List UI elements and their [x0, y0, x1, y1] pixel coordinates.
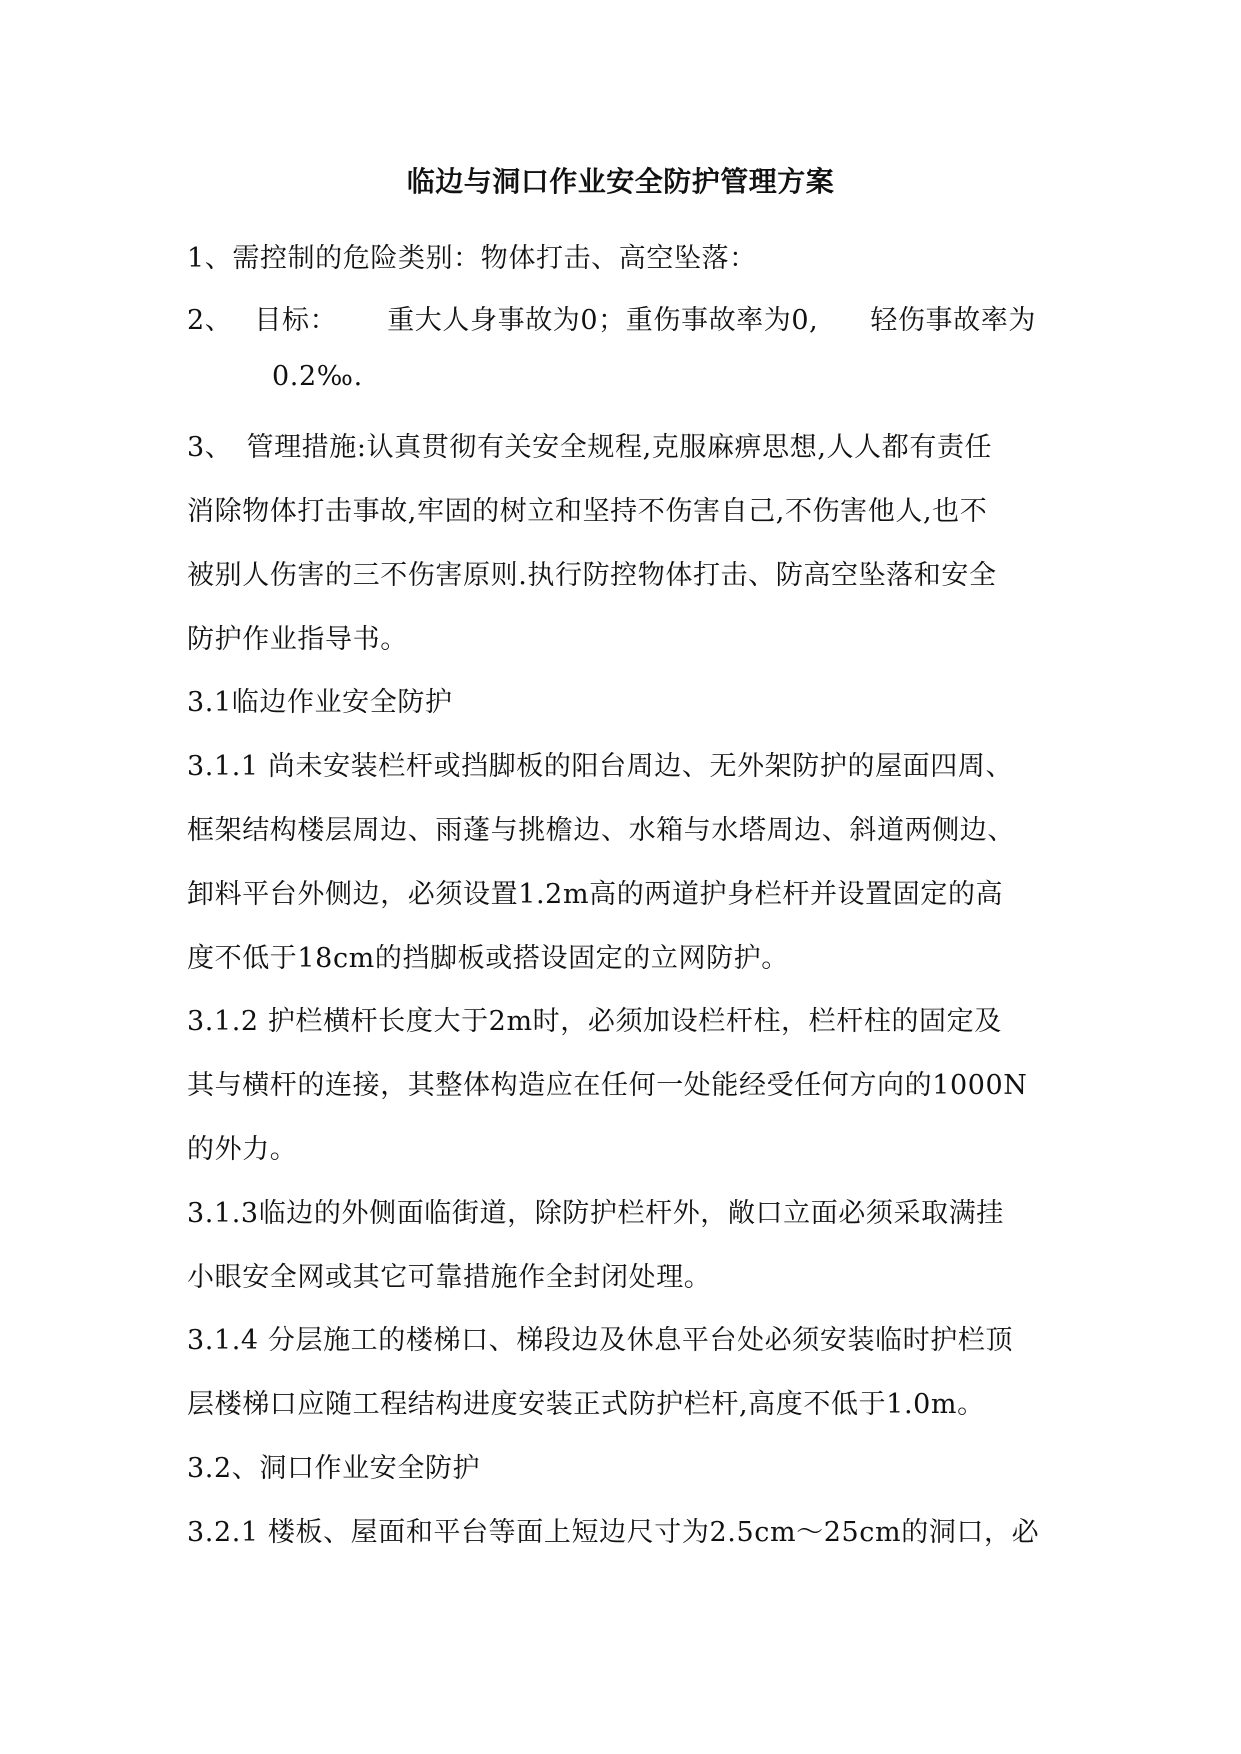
section-3-2-heading: 3.2、洞口作业安全防护	[187, 1453, 481, 1484]
item-3-1-2-line-2: 其与横杆的连接，其整体构造应在任何一处能经受任何方向的1000N	[187, 1070, 1028, 1101]
item-3-1-1-line-3: 卸料平台外侧边，必须设置1.2m高的两道护身栏杆并设置固定的高	[187, 879, 1004, 910]
item-3-line-3: 被别人伤害的三不伤害原则.执行防控物体打击、防高空坠落和安全	[187, 560, 997, 591]
item-3-1-1-line-4: 度不低于18cm的挡脚板或搭设固定的立网防护。	[187, 943, 789, 974]
section-3-1-heading: 3.1临边作业安全防护	[187, 687, 453, 718]
item-3-line-2: 消除物体打击事故,牢固的树立和坚持不伤害自己,不伤害他人,也不	[187, 496, 988, 527]
item-3-1-4-line-1: 3.1.4 分层施工的楼梯口、梯段边及休息平台处必须安装临时护栏顶	[187, 1325, 1014, 1356]
item-3-1-3-line-2: 小眼安全网或其它可靠措施作全封闭处理。	[187, 1262, 712, 1293]
item-2-continuation: 0.2‰.	[272, 361, 363, 392]
item-2-part2: 轻伤事故率为	[870, 305, 1036, 336]
item-3-1-1-line-2: 框架结构楼层周边、雨蓬与挑檐边、水箱与水塔周边、斜道两侧边、	[187, 815, 1015, 846]
item-3-1-2-line-1: 3.1.2 护栏横杆长度大于2m时，必须加设栏杆柱，栏杆柱的固定及	[187, 1006, 1002, 1037]
item-3-1-2-line-3: 的外力。	[187, 1134, 298, 1165]
item-3-line-4: 防护作业指导书。	[187, 624, 408, 655]
item-3-line-1: 3、 管理措施:认真贯彻有关安全规程,克服麻痹思想,人人都有责任	[187, 432, 993, 463]
item-3-1-1-line-1: 3.1.1 尚未安装栏杆或挡脚板的阳台周边、无外架防护的屋面四周、	[187, 751, 1014, 782]
item-2-line	[187, 298, 1036, 337]
item-2-number: 2、	[187, 305, 233, 336]
item-1: 1、需控制的危险类别：物体打击、高空坠落：	[187, 243, 757, 274]
item-3-1-4-line-2: 层楼梯口应随工程结构进度安装正式防护栏杆,高度不低于1.0m。	[187, 1389, 985, 1420]
document-title: 临边与洞口作业安全防护管理方案	[406, 165, 835, 198]
item-2-label: 目标：	[254, 305, 338, 336]
item-3-2-1-line-1: 3.2.1 楼板、屋面和平台等面上短边尺寸为2.5cm～25cm的洞口，必	[187, 1517, 1040, 1548]
item-3-1-3-line-1: 3.1.3临边的外侧面临街道，除防护栏杆外，敞口立面必须采取满挂	[187, 1198, 1004, 1229]
item-2-part1: 重大人身事故为0；重伤事故率为0,	[387, 305, 819, 336]
